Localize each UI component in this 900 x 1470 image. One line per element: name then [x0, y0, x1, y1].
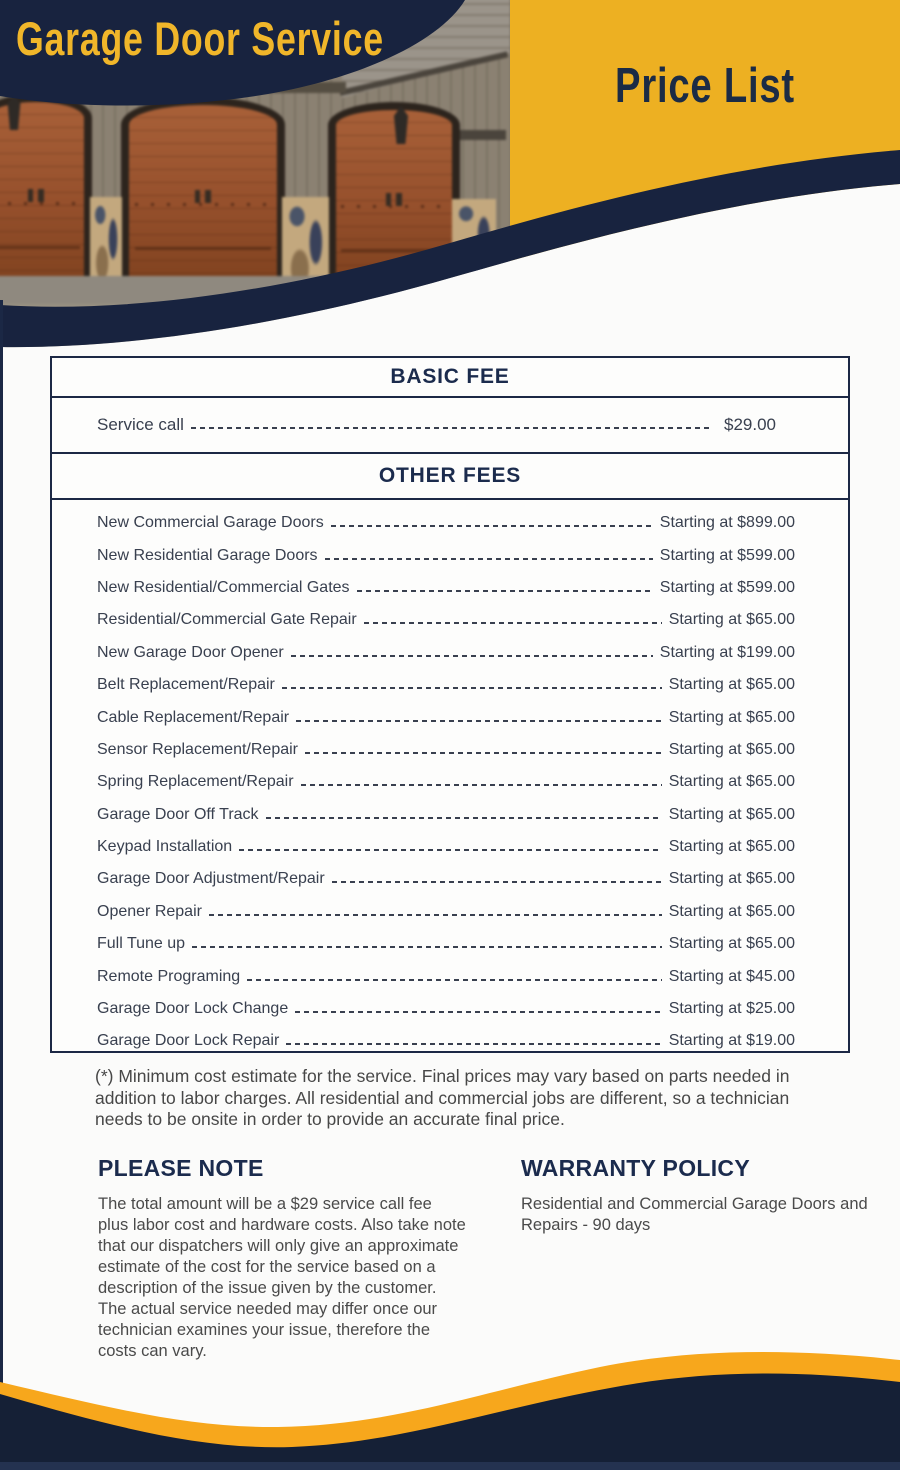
fee-price: Starting at $65.00 — [668, 708, 795, 726]
fee-label: Cable Replacement/Repair — [97, 708, 290, 726]
fee-price: Starting at $899.00 — [659, 514, 795, 532]
fee-price: Starting at $45.00 — [668, 967, 795, 985]
dotted-leader — [296, 720, 662, 722]
dotted-leader — [192, 946, 662, 948]
fee-table — [50, 356, 850, 1053]
fee-label: Full Tune up — [97, 935, 186, 953]
other-fees-heading: OTHER FEES — [52, 452, 848, 500]
fee-price: Starting at $65.00 — [668, 870, 795, 888]
page-title: Price List — [615, 59, 795, 113]
dotted-leader — [286, 1043, 661, 1045]
fee-price: Starting at $65.00 — [668, 838, 795, 856]
fee-price: Starting at $65.00 — [668, 611, 795, 629]
basic-fee-heading: BASIC FEE — [52, 358, 848, 398]
warranty-policy-heading: WARRANTY POLICY — [521, 1155, 750, 1181]
warranty-policy-body: Residential and Commercial Garage Doors and Repairs - 90 days — [521, 1195, 868, 1234]
fee-label: Garage Door Lock Repair — [97, 1032, 280, 1050]
dotted-leader — [266, 817, 662, 819]
dotted-leader — [301, 784, 662, 786]
footer-wave-shapes — [0, 1340, 900, 1470]
fee-label: New Commercial Garage Doors — [97, 514, 324, 532]
dotted-leader — [247, 979, 662, 981]
fee-price: Starting at $65.00 — [668, 740, 795, 758]
fee-row — [52, 831, 848, 863]
fee-label: Opener Repair — [97, 902, 202, 920]
dotted-leader — [357, 590, 653, 592]
fee-price: Starting at $599.00 — [659, 578, 795, 596]
dotted-leader — [295, 1011, 661, 1013]
fee-row — [52, 398, 848, 452]
dotted-leader — [191, 427, 710, 429]
fee-row — [52, 993, 848, 1025]
dotted-leader — [305, 752, 662, 754]
other-fees-list — [52, 500, 848, 1058]
fee-label: Residential/Commercial Gate Repair — [97, 611, 357, 629]
fee-label: Spring Replacement/Repair — [97, 773, 294, 791]
fee-row — [52, 637, 848, 669]
brand-logo: Garage Door Service — [16, 12, 384, 65]
fee-row — [52, 1025, 848, 1057]
dotted-leader — [291, 655, 653, 657]
fee-label: Service call — [97, 415, 184, 434]
fee-label: Garage Door Adjustment/Repair — [97, 870, 325, 888]
fee-price: $29.00 — [724, 415, 776, 434]
dotted-leader — [332, 881, 662, 883]
fee-price: Starting at $199.00 — [659, 643, 795, 661]
fee-row — [52, 799, 848, 831]
dotted-leader — [282, 687, 662, 689]
fee-row — [52, 604, 848, 636]
fee-price: Starting at $599.00 — [659, 546, 795, 564]
fee-label: Keypad Installation — [97, 838, 233, 856]
fee-label: Remote Programing — [97, 967, 241, 985]
fee-label: New Garage Door Opener — [97, 643, 284, 661]
fee-row — [52, 928, 848, 960]
fee-row — [52, 507, 848, 539]
dotted-leader — [209, 914, 662, 916]
fee-row — [52, 766, 848, 798]
footer-bottom-strip — [0, 1462, 900, 1470]
fee-price: Starting at $19.00 — [668, 1032, 795, 1050]
fee-price: Starting at $65.00 — [668, 935, 795, 953]
fee-price: Starting at $65.00 — [668, 676, 795, 694]
fee-label: Belt Replacement/Repair — [97, 676, 275, 694]
fee-label: Garage Door Lock Change — [97, 1000, 289, 1018]
page-edge-line — [0, 300, 3, 1470]
fee-price: Starting at $65.00 — [668, 805, 795, 823]
fee-row — [52, 701, 848, 733]
fee-price: Starting at $25.00 — [668, 1000, 795, 1018]
fee-row — [52, 960, 848, 992]
fee-label: New Residential/Commercial Gates — [97, 578, 350, 596]
fee-row — [52, 896, 848, 928]
fee-row — [52, 539, 848, 571]
fee-label: Sensor Replacement/Repair — [97, 740, 298, 758]
dotted-leader — [364, 622, 662, 624]
fee-price: Starting at $65.00 — [668, 773, 795, 791]
please-note-body: The total amount will be a $29 service call fee plus labor cost and hardware costs. Also take note that our dispatchers will only give an approximate estimate of the cost for the service based on a description of the issue given by the customer. The actual service needed may differ once our technician examines your issue, therefore the costs can vary. — [98, 1195, 466, 1360]
fee-label: New Residential Garage Doors — [97, 546, 318, 564]
fee-row — [52, 572, 848, 604]
fee-row — [52, 669, 848, 701]
fee-price: Starting at $65.00 — [668, 902, 795, 920]
dotted-leader — [239, 849, 661, 851]
please-note-heading: PLEASE NOTE — [98, 1155, 264, 1181]
dotted-leader — [325, 558, 653, 560]
header — [0, 0, 900, 360]
dotted-leader — [331, 525, 653, 527]
fee-label: Garage Door Off Track — [97, 805, 259, 823]
fee-row — [52, 863, 848, 895]
fee-row — [52, 734, 848, 766]
footnote: (*) Minimum cost estimate for the service. Final prices may vary based on parts needed in addition to labor charges. All residential and commercial jobs are different, so a technician needs to be onsite in order to provide an accurate final price. — [95, 1066, 790, 1129]
